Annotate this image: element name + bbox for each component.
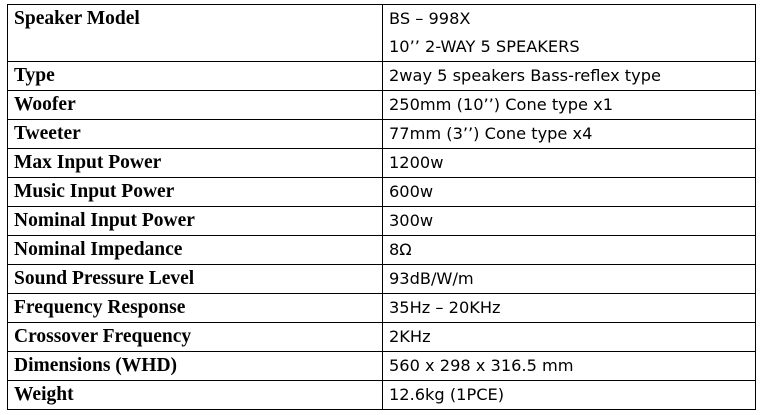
spec-row-max-input-power [8,149,756,178]
spec-value: 300w [383,207,756,236]
spec-label: Crossover Frequency [8,323,383,352]
spec-value-line: 10’’ 2-WAY 5 SPEAKERS [389,37,580,56]
spec-value: 8Ω [383,236,756,265]
spec-label: Nominal Input Power [8,207,383,236]
spec-value-line: BS – 998X [389,9,471,28]
spec-value: 2KHz [383,323,756,352]
spec-label: Woofer [8,91,383,120]
spec-value: 12.6kg (1PCE) [383,381,756,410]
spec-value: 250mm (10’’) Cone type x1 [383,91,756,120]
spec-value [383,5,756,62]
spec-row-nominal-impedance [8,236,756,265]
spec-label: Weight [8,381,383,410]
speaker-spec-table [7,4,756,410]
spec-label: Nominal Impedance [8,236,383,265]
spec-row-music-input-power [8,178,756,207]
spec-label: Frequency Response [8,294,383,323]
spec-row-weight [8,381,756,410]
spec-row-nominal-input-power [8,207,756,236]
spec-row-speaker-model [8,5,756,62]
spec-row-frequency-response [8,294,756,323]
spec-value: 35Hz – 20KHz [383,294,756,323]
spec-row-type [8,62,756,91]
spec-table-body [8,5,756,410]
spec-label: Max Input Power [8,149,383,178]
spec-label: Sound Pressure Level [8,265,383,294]
spec-label: Speaker Model [8,5,383,62]
spec-value: 1200w [383,149,756,178]
spec-value: 77mm (3’’) Cone type x4 [383,120,756,149]
spec-label: Type [8,62,383,91]
spec-value: 600w [383,178,756,207]
spec-row-dimensions [8,352,756,381]
spec-label: Tweeter [8,120,383,149]
spec-row-tweeter [8,120,756,149]
spec-label: Dimensions (WHD) [8,352,383,381]
spec-row-woofer [8,91,756,120]
spec-value: 560 x 298 x 316.5 mm [383,352,756,381]
spec-label: Music Input Power [8,178,383,207]
spec-value: 93dB/W/m [383,265,756,294]
spec-value: 2way 5 speakers Bass-reflex type [383,62,756,91]
spec-row-crossover-frequency [8,323,756,352]
spec-row-sound-pressure-level [8,265,756,294]
